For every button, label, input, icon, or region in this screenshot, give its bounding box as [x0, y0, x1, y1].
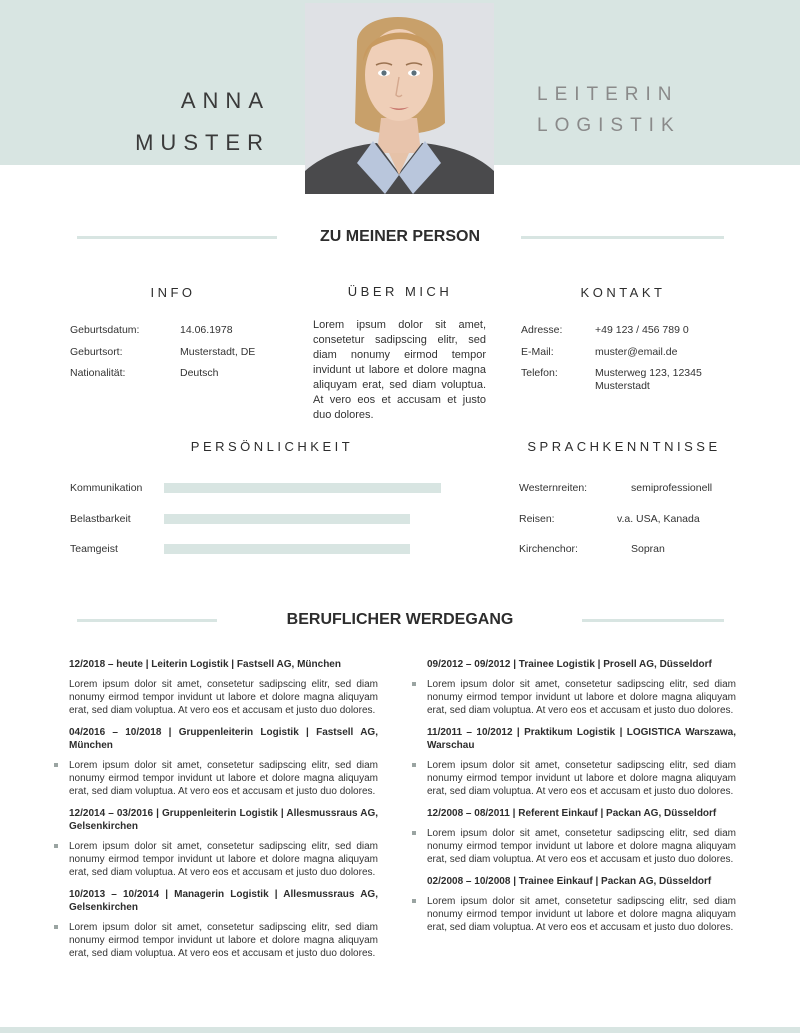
heading-about-me: ÜBER MICH [347, 284, 453, 299]
career-entry [427, 807, 736, 866]
skill-bar [164, 483, 441, 493]
career-entry-title: 10/2013 – 10/2014 | Managerin Logistik | Allesmussraus AG, Gelsenkirchen [69, 889, 378, 913]
career-entry-title: 12/2008 – 08/2011 | Referent Einkauf | Packan AG, Düsseldorf [427, 808, 717, 819]
bullet-icon [412, 899, 416, 903]
language-label: Westernreiten: [519, 482, 588, 494]
personality-label: Belastbarkeit [70, 513, 131, 525]
skill-bar [164, 514, 410, 524]
job-role-line-1: LEITERIN [537, 84, 679, 105]
heading-personality: PERSÖNLICHKEIT [190, 439, 354, 454]
career-entry [69, 726, 378, 798]
career-column-right [427, 658, 736, 943]
bullet-icon [412, 831, 416, 835]
skill-bar [164, 544, 410, 554]
career-entry-description [69, 678, 378, 717]
career-entry-text: Lorem ipsum dolor sit amet, consetetur sadipscing elitr, sed diam nonumy eirmod tempor invidunt ut labore et dolore magna aliquyam erat, sed diam voluptua. At vero eos et accusam et justo duo dolores. [427, 896, 736, 933]
career-entry-text: Lorem ipsum dolor sit amet, consetetur sadipscing elitr, sed diam nonumy eirmod tempor invidunt ut labore et dolore magna aliquyam erat, sed diam voluptua. At vero eos et accusam et justo duo dolores. [69, 679, 378, 716]
career-entry-title: 11/2011 – 10/2012 | Praktikum Logistik | LOGISTICA Warszawa, Warschau [427, 727, 736, 751]
career-entry-description [427, 895, 736, 934]
career-entry-description [427, 678, 736, 717]
info-value: Musterstadt, DE [180, 346, 256, 358]
bullet-icon [54, 763, 58, 767]
career-column-left [69, 658, 378, 969]
contact-value-line-2: Musterstadt [595, 380, 650, 392]
section-rule-left [77, 236, 277, 239]
language-label: Kirchenchor: [519, 543, 578, 555]
career-entry [69, 888, 378, 960]
career-entry-description [69, 840, 378, 879]
heading-info: INFO [150, 285, 196, 300]
career-entry [427, 658, 736, 717]
career-entry-title: 04/2016 – 10/2018 | Gruppenleiterin Logistik | Fastsell AG, München [69, 727, 378, 751]
language-value: semiprofessionell [631, 482, 713, 494]
language-value: v.a. USA, Kanada [617, 513, 700, 525]
footer-band [0, 1027, 800, 1033]
bullet-icon [412, 682, 416, 686]
career-entry-text: Lorem ipsum dolor sit amet, consetetur sadipscing elitr, sed diam nonumy eirmod tempor invidunt ut labore et dolore magna aliquyam erat, sed diam voluptua. At vero eos et accusam et justo duo dolores. [69, 922, 378, 959]
career-entry-text: Lorem ipsum dolor sit amet, consetetur sadipscing elitr, sed diam nonumy eirmod tempor invidunt ut labore et dolore magna aliquyam erat, sed diam voluptua. At vero eos et accusam et justo duo dolores. [427, 679, 736, 716]
section-title-about: ZU MEINER PERSON [319, 228, 480, 245]
personality-label: Kommunikation [70, 482, 143, 494]
section-rule-right [582, 619, 724, 622]
career-entry [69, 658, 378, 717]
profile-photo [305, 3, 494, 194]
career-entry [427, 875, 736, 934]
career-entry-title: 02/2008 – 10/2008 | Trainee Einkauf | Packan AG, Düsseldorf [427, 876, 712, 887]
contact-value: +49 123 / 456 789 0 [595, 324, 689, 336]
career-entry-title: 12/2018 – heute | Leiterin Logistik | Fastsell AG, München [69, 659, 341, 670]
career-entry-text: Lorem ipsum dolor sit amet, consetetur sadipscing elitr, sed diam nonumy eirmod tempor invidunt ut labore et dolore magna aliquyam erat, sed diam voluptua. At vero eos et accusam et justo duo dolores. [427, 828, 736, 865]
career-entry-description [69, 759, 378, 798]
portrait-illustration [305, 3, 494, 194]
contact-value: muster@email.de [595, 346, 678, 358]
career-entry [69, 807, 378, 879]
career-entry-description [69, 921, 378, 960]
bullet-icon [54, 844, 58, 848]
last-name: MUSTER [135, 130, 270, 155]
contact-label: Telefon: [521, 367, 558, 379]
about-me-text: Lorem ipsum dolor sit amet, consetetur sadipscing elitr, sed diam nonumy eirmod tempor invidunt ut labore et dolore magna aliquyam erat, sed diam voluptua. At vero eos et accusam et justo duo dolores. [313, 319, 486, 421]
career-entry-text: Lorem ipsum dolor sit amet, consetetur sadipscing elitr, sed diam nonumy eirmod tempor invidunt ut labore et dolore magna aliquyam erat, sed diam voluptua. At vero eos et accusam et justo duo dolores. [69, 841, 378, 878]
first-name: ANNA [180, 88, 270, 113]
bullet-icon [412, 763, 416, 767]
section-rule-right [521, 236, 724, 239]
section-title-career: BERUFLICHER WERDEGANG [286, 611, 514, 628]
career-entry-description [427, 759, 736, 798]
bullet-icon [54, 925, 58, 929]
contact-label: Adresse: [521, 324, 563, 336]
career-entry-title: 12/2014 – 03/2016 | Gruppenleiterin Logistik | Allesmussraus AG, Gelsenkirchen [69, 808, 378, 832]
career-entry-text: Lorem ipsum dolor sit amet, consetetur sadipscing elitr, sed diam nonumy eirmod tempor invidunt ut labore et dolore magna aliquyam erat, sed diam voluptua. At vero eos et accusam et justo duo dolores. [69, 760, 378, 797]
heading-languages: SPRACHKENNTNISSE [527, 439, 721, 454]
career-entry-text: Lorem ipsum dolor sit amet, consetetur sadipscing elitr, sed diam nonumy eirmod tempor invidunt ut labore et dolore magna aliquyam erat, sed diam voluptua. At vero eos et accusam et justo duo dolores. [427, 760, 736, 797]
section-rule-left [77, 619, 217, 622]
info-label: Geburtsdatum: [70, 324, 140, 336]
personality-label: Teamgeist [70, 543, 118, 555]
contact-value: Musterweg 123, 12345 [595, 367, 702, 379]
career-entry-title: 09/2012 – 09/2012 | Trainee Logistik | Prosell AG, Düsseldorf [427, 659, 712, 670]
info-label: Geburtsort: [70, 346, 123, 358]
info-value: Deutsch [180, 367, 219, 379]
info-label: Nationalität: [70, 367, 126, 379]
info-value: 14.06.1978 [180, 324, 233, 336]
career-entry [427, 726, 736, 798]
heading-contact: KONTAKT [580, 285, 666, 300]
language-label: Reisen: [519, 513, 555, 525]
career-entry-description [427, 827, 736, 866]
contact-label: E-Mail: [521, 346, 554, 358]
language-value: Sopran [631, 543, 665, 555]
job-role-line-2: LOGISTIK [537, 115, 681, 136]
